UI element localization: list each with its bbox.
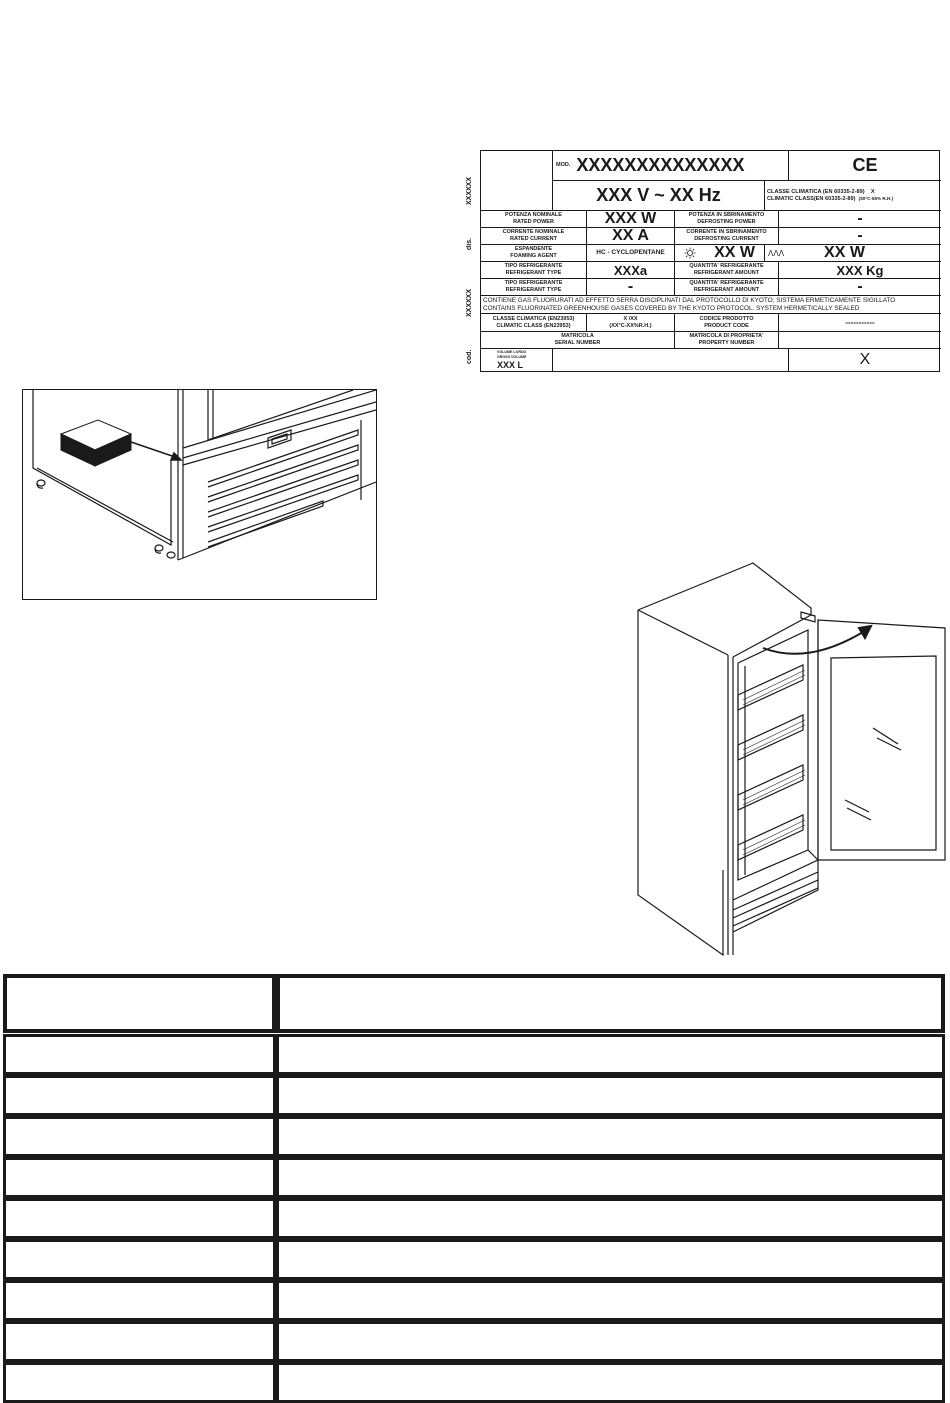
table-header-row — [3, 974, 945, 1033]
table-cell — [276, 1280, 945, 1321]
cabinet-open-door-illustration — [633, 560, 947, 956]
refrigerant-label: TIPO REFRIGERANTE REFRIGERANT TYPE — [481, 262, 587, 279]
table-cell — [276, 1198, 945, 1239]
table-header-cell — [276, 974, 945, 1033]
heater-value: XX W — [824, 245, 865, 261]
rated-power-value: XXX W — [604, 211, 657, 227]
rated-current-value-cell — [587, 228, 675, 245]
table-row — [3, 1198, 945, 1239]
rated-current-label: CORRENTE NOMINALE RATED CURRENT — [481, 228, 587, 245]
defrost-power-label: POTENZA IN SBRINAMENTO DEFROSTING POWER — [675, 211, 779, 228]
voltage-freq: XXX V ~ XX Hz — [596, 185, 721, 205]
table-cell — [276, 1362, 945, 1403]
cabinet-base-illustration — [23, 390, 376, 599]
table-row — [3, 1362, 945, 1403]
table-row — [3, 1034, 945, 1075]
table-cell — [3, 1075, 276, 1116]
ce-mark: CE — [852, 155, 878, 175]
specification-table — [3, 974, 945, 1403]
table-row — [3, 1321, 945, 1362]
table-cell — [3, 1280, 276, 1321]
table-cell — [276, 1239, 945, 1280]
climatic-class-en: CLIMATIC CLASS(EN 60335-2-89) — [767, 195, 856, 202]
voltage-cell — [553, 181, 765, 211]
climatic-class-cell — [765, 181, 941, 211]
gas-notice-it: CONTIENE GAS FLUORURATI AD EFFETTO SERRA DISCIPLINATI DAL PROTOCOLLO DI KYOTO; SISTEMA ERMETICAMENTE SIGILLATO — [483, 296, 896, 304]
refrigerant2-value: - — [627, 279, 634, 295]
table-cell — [3, 1116, 276, 1157]
climatic-class-it: CLASSE CLIMATICA (EN 60335-2-89) — [767, 188, 865, 195]
door-opening-figure — [633, 560, 947, 956]
volume-label: VOLUME LORDO GROSS VOLUME — [497, 350, 527, 359]
blank-cell — [553, 349, 789, 371]
table-row — [3, 1280, 945, 1321]
foaming-value-cell — [587, 245, 675, 262]
defrost-current-value-cell — [779, 228, 941, 245]
ce-cell — [789, 151, 941, 181]
climatic-class2-value: X /XX (XX°C-XX%R.H.) — [587, 314, 675, 332]
table-cell — [3, 1157, 276, 1198]
table-row — [3, 1075, 945, 1116]
volume-value: XXX L — [497, 359, 524, 370]
model-cell — [553, 151, 789, 181]
lamp-cell — [675, 245, 765, 262]
rated-current-value: XX A — [612, 228, 649, 244]
table-cell — [276, 1116, 945, 1157]
table-cell — [276, 1321, 945, 1362]
rated-power-label: POTENZA NOMINALE RATED POWER — [481, 211, 587, 228]
refrigerant2-amount-value-cell — [779, 279, 941, 296]
heater-symbol: ΛΛΛ — [768, 248, 785, 258]
refrigerant-amount-value: XXX Kg — [836, 262, 884, 278]
arrow-icon — [131, 442, 181, 460]
table-row — [3, 1116, 945, 1157]
lamp-value: XX W — [714, 245, 755, 261]
table-cell — [276, 1157, 945, 1198]
plate-grid — [480, 150, 940, 372]
refrigerant2-amount-label: QUANTITA' REFRIGERANTE REFRIGERANT AMOUNT — [675, 279, 779, 296]
refrigerant2-amount-value: - — [857, 279, 863, 295]
table-cell — [276, 1034, 945, 1075]
table-cell — [3, 1362, 276, 1403]
model-label: MOD. — [556, 162, 571, 169]
heater-cell — [765, 245, 941, 262]
foaming-value: HC - CYCLOPENTANE — [596, 248, 665, 256]
table-cell — [3, 1239, 276, 1280]
serial-label: MATRICOLA SERIAL NUMBER — [481, 332, 675, 349]
table-row — [3, 1157, 945, 1198]
defrost-power-value: - — [857, 211, 863, 227]
rating-label-sticker — [61, 420, 131, 466]
climatic-conditions: (30°C-55% R.H.) — [858, 195, 894, 201]
side-code-cod: cod. — [466, 349, 473, 365]
lamp-icon — [684, 247, 696, 259]
refrigerant2-label: TIPO REFRIGERANTE REFRIGERANT TYPE — [481, 279, 587, 296]
bottom-right-cell — [789, 349, 941, 371]
table-cell — [3, 1198, 276, 1239]
side-code-middle: XXXXXX — [466, 289, 473, 318]
defrost-power-value-cell — [779, 211, 941, 228]
rated-power-value-cell — [587, 211, 675, 228]
table-header-cell — [3, 974, 276, 1033]
plate-location-figure — [22, 389, 377, 600]
volume-cell — [481, 349, 553, 371]
property-value-cell — [779, 332, 941, 349]
climatic-class2-label: CLASSE CLIMATICA (EN23953) CLIMATIC CLASS (EN23953) — [481, 314, 587, 332]
logo-box — [481, 151, 553, 211]
table-cell — [3, 1034, 276, 1075]
property-label: MATRICOLA DI PROPRIETA' PROPERTY NUMBER — [675, 332, 779, 349]
refrigerant-value: XXXa — [613, 262, 648, 278]
refrigerant2-value-cell — [587, 279, 675, 296]
rating-plate — [466, 146, 941, 374]
product-code-value-cell — [779, 314, 941, 332]
door-rotation-arrow-icon — [763, 626, 871, 654]
product-code-label: CODICE PRODOTTO PRODUCT CODE — [675, 314, 779, 332]
defrost-current-label: CORRENTE IN SBRINAMENTO DEFROSTING CURRENT — [675, 228, 779, 245]
product-code-value: ----------- — [845, 318, 875, 327]
gas-notice-en: CONTAINS FLUORINATED GREENHOUSE GASES COVERED BY THE KYOTO PROTOCOL. SYSTEM HERMETICALLY SEALED — [483, 304, 860, 312]
refrigerant-value-cell — [587, 262, 675, 279]
table-cell — [3, 1321, 276, 1362]
defrost-current-value: - — [857, 228, 863, 244]
table-row — [3, 1239, 945, 1280]
table-cell — [276, 1075, 945, 1116]
side-code-dis: dis. — [466, 237, 473, 250]
gas-notice — [481, 296, 941, 314]
refrigerant-amount-value-cell — [779, 262, 941, 279]
climatic-class-value: X — [870, 188, 875, 195]
side-code-top: XXXXXX — [466, 177, 473, 206]
model-value: XXXXXXXXXXXXXX — [576, 155, 745, 175]
foaming-label: ESPANDENTE FOAMING AGENT — [481, 245, 587, 262]
bottom-right-value: X — [859, 351, 871, 368]
refrigerant-amount-label: QUANTITA' REFRIGERANTE REFRIGERANT AMOUNT — [675, 262, 779, 279]
